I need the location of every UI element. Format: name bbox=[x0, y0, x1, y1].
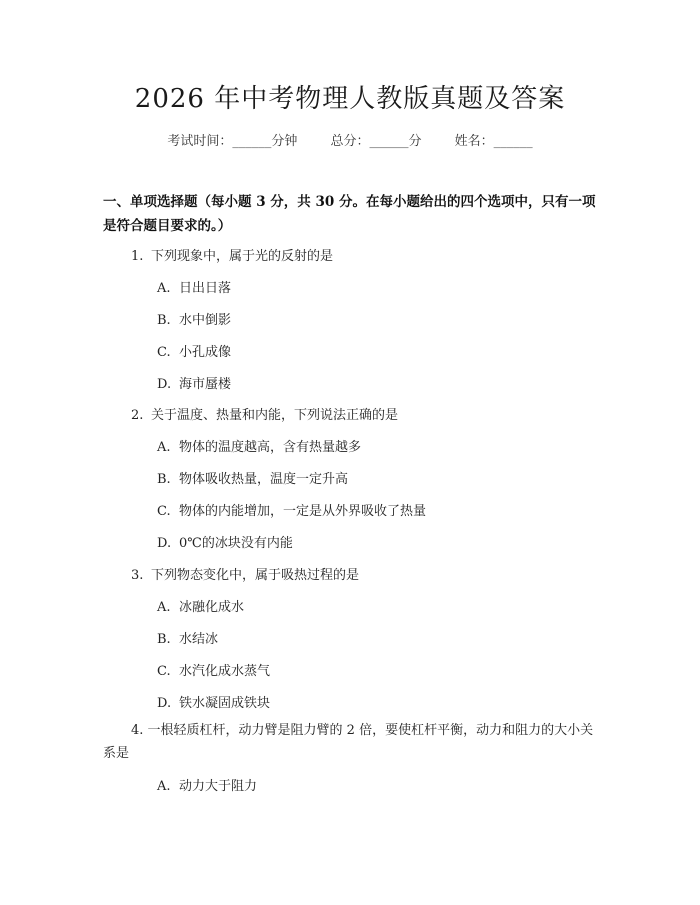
option-letter: B. bbox=[157, 313, 171, 328]
question-2-option-d bbox=[157, 532, 293, 551]
question-1-option-c bbox=[157, 341, 231, 360]
student-name-field: 姓名：______ bbox=[454, 134, 533, 149]
option-letter: B. bbox=[157, 632, 171, 647]
question-2-option-c bbox=[157, 500, 426, 519]
question-1-option-b bbox=[157, 309, 231, 328]
option-letter: A. bbox=[157, 779, 171, 794]
question-number: 4. bbox=[131, 723, 144, 738]
option-text: 小孔成像 bbox=[179, 345, 232, 360]
option-text: 水结冰 bbox=[179, 632, 219, 647]
question-3 bbox=[131, 564, 601, 583]
question-3-option-a bbox=[157, 596, 244, 615]
option-text: 物体的内能增加，一定是从外界吸收了热量 bbox=[179, 504, 427, 519]
option-letter: A. bbox=[157, 440, 171, 455]
question-4-option-a bbox=[157, 775, 257, 794]
option-text: 动力大于阻力 bbox=[179, 779, 258, 794]
option-letter: D. bbox=[157, 696, 172, 711]
option-letter: C. bbox=[157, 664, 171, 679]
question-2-option-a bbox=[157, 436, 361, 455]
section-heading: 一、单项选择题（每小题 3 分，共 30 分。在每小题给出的四个选项中，只有一项是符合题目要求的。） bbox=[103, 194, 596, 234]
question-2 bbox=[131, 404, 601, 423]
question-text: 下列物态变化中，属于吸热过程的是 bbox=[151, 568, 360, 583]
exam-info-line bbox=[0, 130, 700, 149]
option-letter: D. bbox=[157, 536, 172, 551]
question-3-option-b bbox=[157, 628, 218, 647]
question-1-option-d bbox=[157, 373, 231, 392]
option-text: 物体的温度越高，含有热量越多 bbox=[179, 440, 362, 455]
option-text: 水汽化成水蒸气 bbox=[179, 664, 271, 679]
question-number: 2. bbox=[131, 408, 144, 423]
question-1-option-a bbox=[157, 277, 231, 296]
option-text: 冰融化成水 bbox=[179, 600, 245, 615]
question-1 bbox=[131, 245, 601, 264]
option-letter: A. bbox=[157, 600, 171, 615]
question-text: 一根轻质杠杆，动力臂是阻力臂的 2 倍，要使杠杆平衡，动力和阻力的大小关系是 bbox=[103, 723, 594, 761]
question-4 bbox=[103, 719, 603, 765]
option-text: 水中倒影 bbox=[179, 313, 232, 328]
exam-time-field: 考试时间：______分钟 bbox=[167, 134, 298, 149]
question-text: 下列现象中，属于光的反射的是 bbox=[151, 249, 334, 264]
option-text: 0℃的冰块没有内能 bbox=[179, 536, 293, 551]
total-score-field: 总分：______分 bbox=[330, 134, 422, 149]
option-letter: D. bbox=[157, 377, 172, 392]
question-3-option-d bbox=[157, 692, 270, 711]
option-letter: C. bbox=[157, 504, 171, 519]
question-2-option-b bbox=[157, 468, 348, 487]
page-title: 2026 年中考物理人教版真题及答案 bbox=[134, 84, 566, 114]
option-text: 日出日落 bbox=[179, 281, 232, 296]
question-number: 1. bbox=[131, 249, 144, 264]
option-letter: C. bbox=[157, 345, 171, 360]
option-letter: B. bbox=[157, 472, 171, 487]
question-text: 关于温度、热量和内能，下列说法正确的是 bbox=[151, 408, 399, 423]
option-text: 海市蜃楼 bbox=[179, 377, 232, 392]
question-3-option-c bbox=[157, 660, 270, 679]
option-text: 物体吸收热量，温度一定升高 bbox=[179, 472, 349, 487]
question-number: 3. bbox=[131, 568, 144, 583]
option-letter: A. bbox=[157, 281, 171, 296]
option-text: 铁水凝固成铁块 bbox=[179, 696, 271, 711]
